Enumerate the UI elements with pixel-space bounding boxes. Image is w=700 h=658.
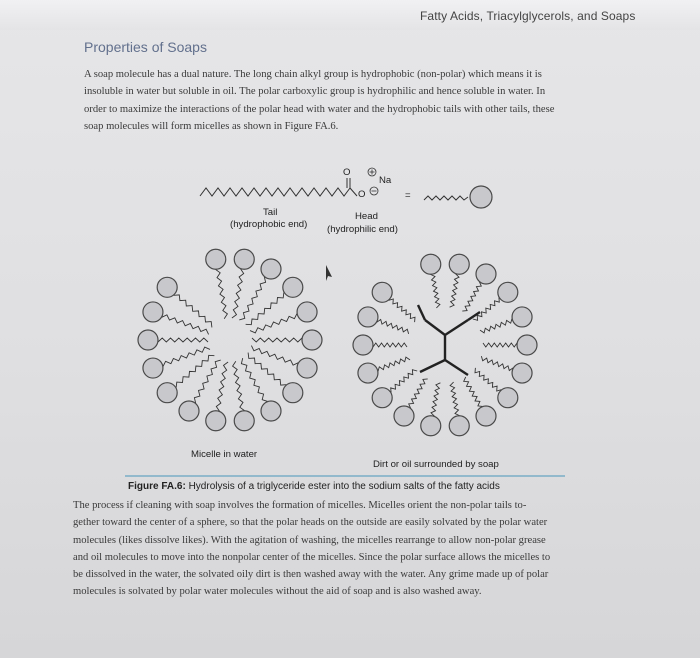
- hydrophobic-tail: [162, 315, 209, 335]
- hydrophobic-tail: [378, 357, 410, 371]
- hydrophilic-head: [476, 264, 496, 284]
- hydrophobic-tail: [176, 355, 214, 388]
- hydrophilic-head: [157, 383, 177, 403]
- hydrophobic-tail: [250, 314, 297, 333]
- alkyl-tail-zigzag: [200, 188, 350, 196]
- hydrophilic-head: [297, 302, 317, 322]
- page-header-title: Fatty Acids, Triacylglycerols, and Soaps: [420, 9, 636, 23]
- hydrophilic-head: [157, 277, 177, 297]
- hydrophilic-head: [143, 302, 163, 322]
- micelle-in-water-label: Micelle in water: [191, 449, 258, 460]
- hydrophobic-tail: [373, 343, 407, 347]
- hydrophilic-head: [261, 401, 281, 421]
- oil-molecule-branch: [425, 320, 445, 335]
- body-line: molecules (likes dissolve likes). With the agitation of washing, the micelles rearrange to allow non-polar grease: [73, 534, 546, 546]
- hydrophilic-head: [498, 388, 518, 408]
- hydrophilic-head: [283, 277, 303, 297]
- micelle-in-water-diagram: [138, 249, 322, 431]
- hydrophobic-tail: [216, 362, 228, 411]
- hydrophilic-head: [179, 401, 199, 421]
- hydrophobic-tail: [483, 343, 517, 347]
- caption-divider: [125, 475, 565, 477]
- simplified-head-circle: [470, 186, 492, 208]
- hydrophobic-tail: [241, 358, 267, 401]
- intro-line: order to maximize the interactions of the polar head with water and the hydrophobic tails with other tails, these: [84, 103, 555, 115]
- hydrophobic-tail: [251, 346, 298, 366]
- hydrophilic-head: [421, 416, 441, 436]
- simplified-tail-squiggle: [424, 196, 468, 200]
- hydrophobic-tail: [473, 297, 500, 320]
- head-sublabel: (hydrophilic end): [327, 224, 398, 235]
- body-paragraph: [73, 497, 598, 601]
- intro-line: A soap molecule has a dual nature. The long chain alkyl group is hydrophobic (non-polar) which means it is: [84, 69, 542, 80]
- oil-droplet-micelle-diagram: [353, 254, 537, 436]
- hydrophilic-head: [372, 388, 392, 408]
- body-line: be dissolved in the water, the solvated oily dirt is then washed away with the water. Any grime made up of polar: [73, 569, 549, 581]
- hydrophilic-head: [261, 259, 281, 279]
- hydrophilic-head: [512, 363, 532, 383]
- hydrophobic-tail: [481, 356, 513, 370]
- hydrophilic-head: [143, 358, 163, 378]
- hydrophobic-tail: [464, 377, 483, 407]
- anion-bond: [350, 188, 357, 196]
- tail-label: Tail: [263, 207, 278, 218]
- hydrophobic-tail: [377, 320, 409, 334]
- head-label: Head: [355, 211, 378, 222]
- hydrophobic-tail: [431, 383, 440, 417]
- hydrophilic-head: [353, 335, 373, 355]
- hydrophilic-head: [234, 411, 254, 431]
- hydrophilic-head: [138, 330, 158, 350]
- body-line: gether toward the center of a sphere, so that the polar heads on the outside are easily solvated by the polar water: [73, 517, 548, 529]
- hydrophobic-tail: [389, 299, 415, 322]
- hydrophobic-tail: [450, 274, 459, 308]
- hydrophilic-head: [297, 358, 317, 378]
- hydrophilic-head: [358, 307, 378, 327]
- hydrophobic-tail: [216, 269, 228, 318]
- body-line: molecules is solvated by polar water molecules without the aid of soap and is also washed away.: [73, 586, 482, 598]
- hydrophobic-tail: [391, 370, 418, 393]
- hydrophobic-tail: [158, 338, 208, 342]
- hydrophobic-tail: [233, 361, 245, 410]
- hydrophobic-tail: [462, 282, 481, 312]
- hydrophilic-head: [421, 254, 441, 274]
- intro-line: soap molecules will form micelles as shown in Figure FA.6.: [84, 120, 339, 132]
- hydrophilic-head: [449, 254, 469, 274]
- hydrophilic-head: [372, 282, 392, 302]
- caption-prefix: Figure FA.6:: [128, 481, 186, 492]
- figure-caption: [128, 481, 500, 492]
- section-title: Properties of Soaps: [84, 39, 207, 55]
- hydrophobic-tail: [431, 274, 440, 308]
- caption-text: Hydrolysis of a triglyceride ester into the sodium salts of the fatty acids: [185, 481, 500, 492]
- hydrophilic-head: [512, 307, 532, 327]
- body-line: and oil molecules to move into the nonpolar center of the micelles. Since the polar surface allows the micelles to: [73, 551, 551, 563]
- hydrophobic-tail: [163, 347, 210, 366]
- hydrophilic-head: [302, 330, 322, 350]
- hydrophobic-tail: [450, 382, 459, 416]
- hydrophobic-tail: [480, 319, 512, 333]
- oil-molecule-branch: [445, 320, 468, 335]
- hydrophilic-head: [206, 249, 226, 269]
- dirt-surrounded-label: Dirt or oil surrounded by soap: [373, 459, 499, 470]
- hydrophilic-head: [394, 406, 414, 426]
- hydrophobic-tail: [409, 379, 428, 409]
- pointer-cursor-icon: [326, 265, 332, 281]
- hydrophilic-head: [517, 335, 537, 355]
- hydrophobic-tail: [246, 292, 284, 325]
- hydrophobic-tail: [232, 269, 244, 318]
- equals-sign: =: [405, 190, 411, 201]
- oil-molecule-branch: [445, 360, 468, 375]
- body-line: The process if cleaning with soap involves the formation of micelles. Micelles orient the non-polar tails to-: [73, 500, 527, 511]
- intro-line: insoluble in water but soluble in oil. The polar carboxylic group is hydrophilic and hence soluble in water. In: [84, 86, 546, 98]
- sodium-label: Na: [379, 175, 392, 186]
- hydrophobic-tail: [475, 368, 501, 391]
- hydrophilic-head: [234, 249, 254, 269]
- hydrophilic-head: [358, 363, 378, 383]
- oil-molecule-branch: [418, 305, 425, 320]
- hydrophilic-head: [498, 282, 518, 302]
- hydrophilic-head: [476, 406, 496, 426]
- oxygen-label: O: [343, 167, 351, 178]
- anion-oxygen-label: O: [358, 189, 366, 200]
- hydrophobic-tail: [252, 338, 302, 342]
- hydrophilic-head: [449, 416, 469, 436]
- hydrophilic-head: [283, 383, 303, 403]
- hydrophilic-head: [206, 411, 226, 431]
- oil-molecule-branch: [420, 360, 445, 372]
- tail-sublabel: (hydrophobic end): [230, 219, 308, 230]
